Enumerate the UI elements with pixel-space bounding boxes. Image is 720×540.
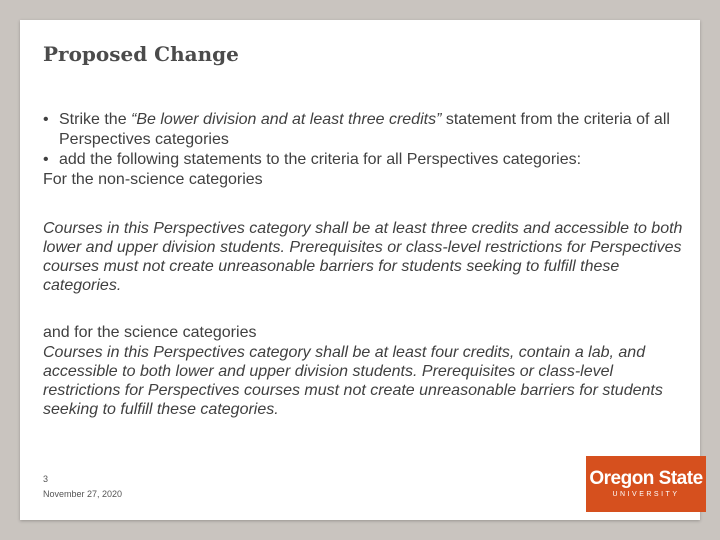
bullet2-text: add the following statements to the criteria for all Perspectives categories: (59, 151, 582, 168)
slide-title: Proposed Change (43, 42, 239, 66)
slide (20, 20, 703, 520)
bullet-icon: • (43, 151, 49, 168)
logo-line2: UNIVERSITY (612, 490, 680, 498)
bullet-item-strike (43, 110, 683, 150)
slide-footer (43, 472, 122, 502)
bullet1-text-post: statement from the criteria of all Perspectives categories (59, 111, 670, 148)
science-criteria: Courses in this Perspectives category shall be at least four credits, contain a lab, and accessible to both lower and upper division students. Prerequisites or class-level restrictions for Perspectives courses must not create unreasonable barriers for students seeking to fulfill these categories. (43, 344, 663, 418)
footer-date: November 27, 2020 (43, 489, 123, 499)
bullet1-text-pre: Strike the (59, 111, 132, 128)
slide-body (43, 110, 683, 419)
science-label: and for the science categories (43, 324, 257, 341)
non-science-label: For the non-science categories (43, 171, 263, 188)
bullet1-quote: “Be lower division and at least three credits” (131, 111, 442, 128)
page-number: 3 (43, 474, 49, 484)
oregon-state-logo (586, 456, 706, 512)
logo-line1: Oregon State (589, 467, 703, 489)
bullet-icon: • (43, 111, 49, 128)
non-science-criteria: Courses in this Perspectives category shall be at least three credits and accessible to both lower and upper division students. Prerequisites or class-level restrictions for Perspectives courses must not create unreasonable barriers for students seeking to fulfill these categories. (43, 220, 683, 294)
bullet-item-add (43, 150, 683, 170)
